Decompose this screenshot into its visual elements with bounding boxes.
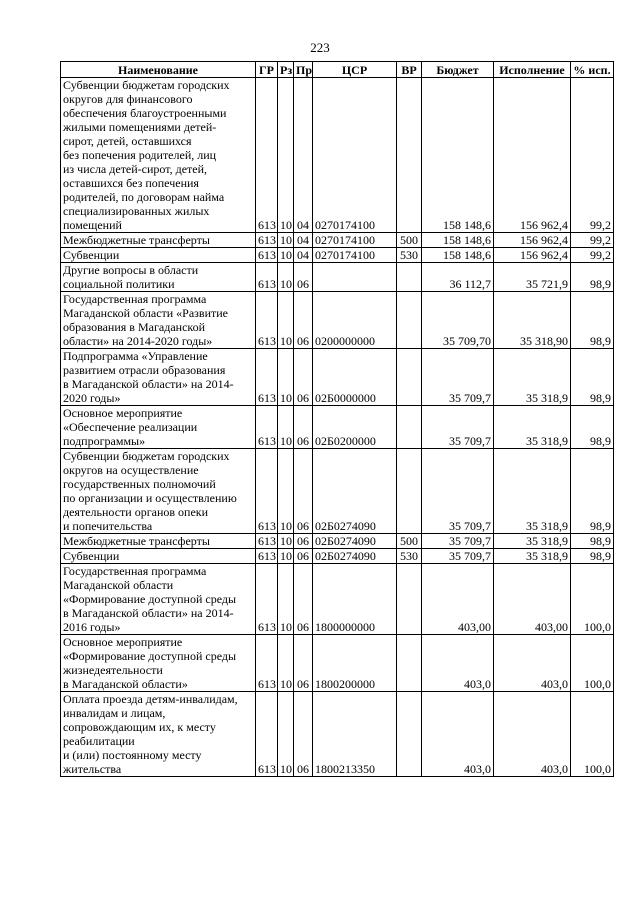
table-row <box>61 349 614 406</box>
cell-pr: 06 <box>294 534 313 549</box>
cell-percent: 98,9 <box>571 406 614 449</box>
cell-execution: 35 318,9 <box>494 549 571 564</box>
cell-vr <box>397 449 422 534</box>
cell-budget: 36 112,7 <box>422 263 494 292</box>
cell-gr: 613 <box>256 635 278 692</box>
cell-rz: 10 <box>278 449 294 534</box>
cell-vr <box>397 78 422 233</box>
cell-csr: 0200000000 <box>313 292 397 349</box>
table-row <box>61 406 614 449</box>
table-body <box>61 78 614 777</box>
cell-name: Межбюджетные трансферты <box>61 233 256 248</box>
cell-name: Субвенции <box>61 248 256 263</box>
cell-vr <box>397 635 422 692</box>
cell-csr: 1800200000 <box>313 635 397 692</box>
cell-vr <box>397 406 422 449</box>
cell-name: Другие вопросы в области социальной политики <box>61 263 256 292</box>
cell-execution: 156 962,4 <box>494 233 571 248</box>
cell-gr: 613 <box>256 78 278 233</box>
cell-rz: 10 <box>278 549 294 564</box>
cell-name: Основное мероприятие «Обеспечение реализации подпрограммы» <box>61 406 256 449</box>
cell-gr: 613 <box>256 406 278 449</box>
cell-csr <box>313 263 397 292</box>
cell-vr: 530 <box>397 248 422 263</box>
table-row <box>61 292 614 349</box>
cell-rz: 10 <box>278 564 294 635</box>
cell-csr: 0270174100 <box>313 233 397 248</box>
cell-execution: 156 962,4 <box>494 248 571 263</box>
cell-execution: 403,00 <box>494 564 571 635</box>
cell-execution: 35 318,9 <box>494 349 571 406</box>
table-row <box>61 263 614 292</box>
table-row <box>61 635 614 692</box>
cell-budget: 35 709,7 <box>422 449 494 534</box>
cell-pr: 06 <box>294 349 313 406</box>
cell-budget: 35 709,7 <box>422 349 494 406</box>
cell-vr: 500 <box>397 534 422 549</box>
cell-gr: 613 <box>256 534 278 549</box>
cell-vr <box>397 692 422 777</box>
table-row <box>61 692 614 777</box>
cell-rz: 10 <box>278 349 294 406</box>
cell-percent: 100,0 <box>571 564 614 635</box>
cell-budget: 35 709,7 <box>422 549 494 564</box>
table-header-row <box>61 62 614 78</box>
cell-percent: 99,2 <box>571 248 614 263</box>
cell-percent: 98,9 <box>571 263 614 292</box>
cell-rz: 10 <box>278 248 294 263</box>
cell-budget: 403,0 <box>422 692 494 777</box>
header-vr: ВР <box>397 62 422 78</box>
table-row <box>61 564 614 635</box>
cell-percent: 99,2 <box>571 78 614 233</box>
cell-percent: 98,9 <box>571 549 614 564</box>
cell-budget: 403,00 <box>422 564 494 635</box>
table-row <box>61 449 614 534</box>
cell-pr: 04 <box>294 233 313 248</box>
cell-pr: 06 <box>294 263 313 292</box>
cell-rz: 10 <box>278 292 294 349</box>
cell-execution: 35 318,9 <box>494 449 571 534</box>
cell-name: Субвенции бюджетам городских округов для финансового обеспечения благоустроенными жилыми помещениями детей- сирот, детей, оставшихся без попечения родителей, лиц из числа детей-сирот, детей, оставшихся без попечения родителей, по договорам найма специализированных жилых помещений <box>61 78 256 233</box>
cell-vr <box>397 349 422 406</box>
cell-name: Государственная программа Магаданской области «Формирование доступной среды в Магаданской области» на 2014- 2016 годы» <box>61 564 256 635</box>
header-rz: Рз <box>278 62 294 78</box>
cell-gr: 613 <box>256 549 278 564</box>
cell-pr: 06 <box>294 564 313 635</box>
header-csr: ЦСР <box>313 62 397 78</box>
cell-pr: 04 <box>294 248 313 263</box>
header-name: Наименование <box>61 62 256 78</box>
cell-rz: 10 <box>278 692 294 777</box>
cell-vr <box>397 263 422 292</box>
header-percent: % исп. <box>571 62 614 78</box>
cell-percent: 100,0 <box>571 692 614 777</box>
cell-gr: 613 <box>256 564 278 635</box>
cell-gr: 613 <box>256 233 278 248</box>
cell-execution: 35 721,9 <box>494 263 571 292</box>
cell-gr: 613 <box>256 248 278 263</box>
cell-percent: 98,9 <box>571 534 614 549</box>
cell-budget: 403,0 <box>422 635 494 692</box>
cell-execution: 403,0 <box>494 635 571 692</box>
cell-gr: 613 <box>256 449 278 534</box>
header-execution: Исполнение <box>494 62 571 78</box>
cell-budget: 35 709,7 <box>422 534 494 549</box>
header-budget: Бюджет <box>422 62 494 78</box>
cell-pr: 04 <box>294 78 313 233</box>
cell-rz: 10 <box>278 534 294 549</box>
cell-execution: 35 318,90 <box>494 292 571 349</box>
cell-name: Государственная программа Магаданской области «Развитие образования в Магаданской области» на 2014-2020 годы» <box>61 292 256 349</box>
cell-rz: 10 <box>278 635 294 692</box>
cell-vr: 530 <box>397 549 422 564</box>
cell-percent: 98,9 <box>571 449 614 534</box>
table-row <box>61 534 614 549</box>
cell-pr: 06 <box>294 449 313 534</box>
cell-vr: 500 <box>397 233 422 248</box>
cell-csr: 02Б0274090 <box>313 449 397 534</box>
cell-execution: 35 318,9 <box>494 406 571 449</box>
table-row <box>61 549 614 564</box>
cell-vr <box>397 292 422 349</box>
cell-budget: 158 148,6 <box>422 78 494 233</box>
cell-execution: 35 318,9 <box>494 534 571 549</box>
cell-csr: 02Б0000000 <box>313 349 397 406</box>
cell-rz: 10 <box>278 78 294 233</box>
cell-csr: 02Б0200000 <box>313 406 397 449</box>
cell-budget: 35 709,7 <box>422 406 494 449</box>
cell-gr: 613 <box>256 263 278 292</box>
table-row <box>61 248 614 263</box>
cell-rz: 10 <box>278 233 294 248</box>
cell-csr: 0270174100 <box>313 248 397 263</box>
budget-table <box>60 61 614 777</box>
cell-budget: 158 148,6 <box>422 233 494 248</box>
cell-gr: 613 <box>256 349 278 406</box>
table-row <box>61 78 614 233</box>
cell-percent: 98,9 <box>571 292 614 349</box>
cell-csr: 02Б0274090 <box>313 534 397 549</box>
page-number: 223 <box>310 40 330 55</box>
cell-name: Подпрограмма «Управление развитием отрасли образования в Магаданской области» на 2014- 2020 годы» <box>61 349 256 406</box>
cell-csr: 1800000000 <box>313 564 397 635</box>
cell-pr: 06 <box>294 406 313 449</box>
cell-name: Субвенции <box>61 549 256 564</box>
cell-csr: 02Б0274090 <box>313 549 397 564</box>
cell-percent: 99,2 <box>571 233 614 248</box>
cell-percent: 100,0 <box>571 635 614 692</box>
cell-rz: 10 <box>278 263 294 292</box>
cell-pr: 06 <box>294 692 313 777</box>
cell-name: Основное мероприятие «Формирование доступной среды жизнедеятельности в Магаданской области» <box>61 635 256 692</box>
cell-name: Межбюджетные трансферты <box>61 534 256 549</box>
cell-execution: 156 962,4 <box>494 78 571 233</box>
cell-pr: 06 <box>294 635 313 692</box>
cell-csr: 0270174100 <box>313 78 397 233</box>
cell-name: Оплата проезда детям-инвалидам, инвалидам и лицам, сопровождающим их, к месту реабилитации и (или) постоянному месту жительства <box>61 692 256 777</box>
cell-pr: 06 <box>294 292 313 349</box>
cell-execution: 403,0 <box>494 692 571 777</box>
header-gr: ГР <box>256 62 278 78</box>
cell-gr: 613 <box>256 692 278 777</box>
cell-percent: 98,9 <box>571 349 614 406</box>
table-row <box>61 233 614 248</box>
cell-name: Субвенции бюджетам городских округов на осуществление государственных полномочий по организации и осуществлению деятельности органов опеки и попечительства <box>61 449 256 534</box>
header-pr: Пр <box>294 62 313 78</box>
cell-budget: 35 709,70 <box>422 292 494 349</box>
cell-csr: 1800213350 <box>313 692 397 777</box>
cell-vr <box>397 564 422 635</box>
cell-rz: 10 <box>278 406 294 449</box>
cell-budget: 158 148,6 <box>422 248 494 263</box>
cell-gr: 613 <box>256 292 278 349</box>
cell-pr: 06 <box>294 549 313 564</box>
